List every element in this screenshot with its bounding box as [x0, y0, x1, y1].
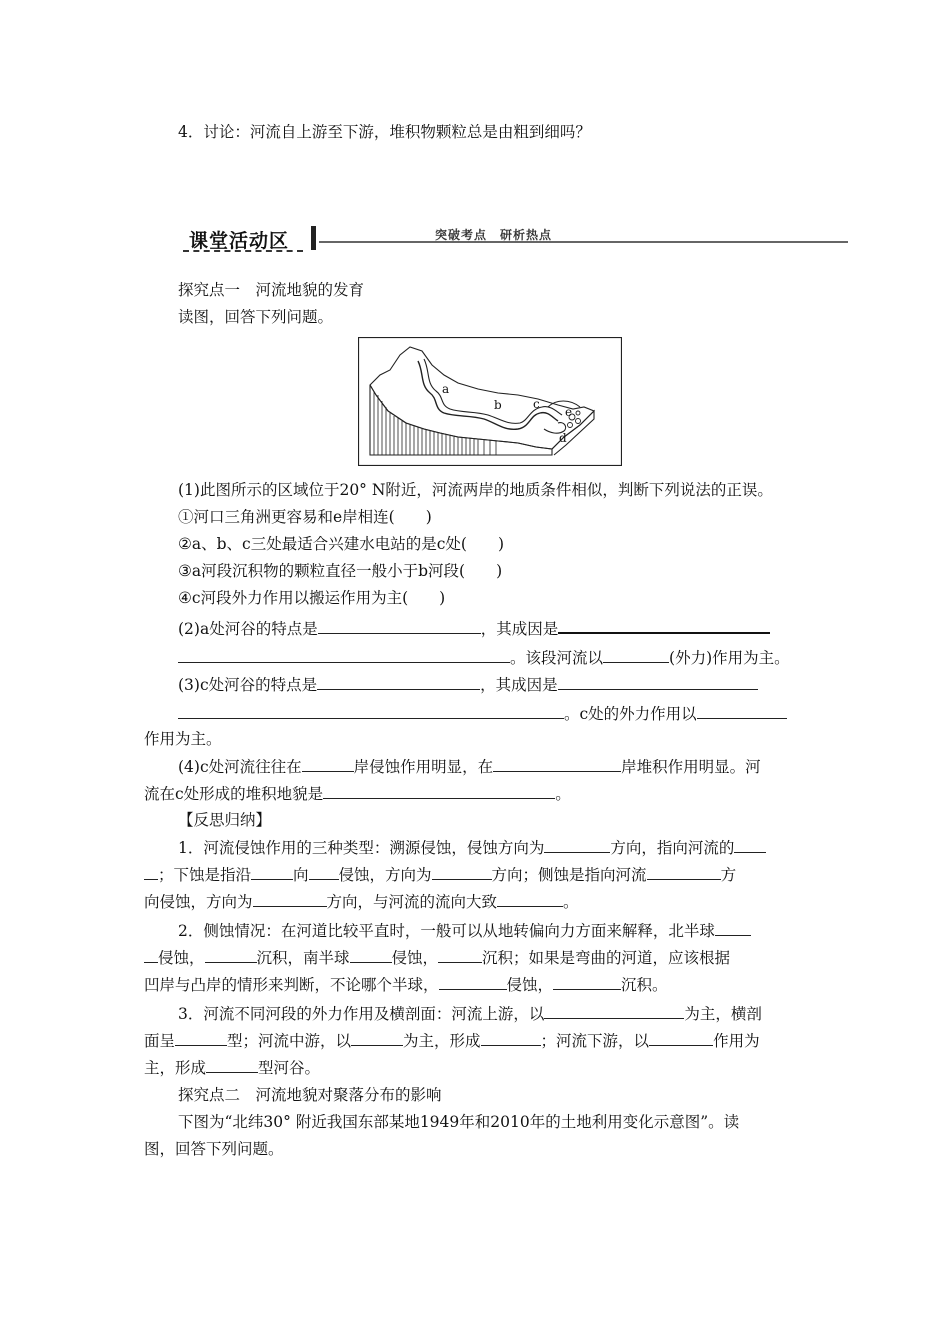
answer-blank[interactable] — [175, 1030, 227, 1046]
summary-item-1-line-2: ；下蚀是指沿 向 侵蚀，方向为 方向；侧蚀是指向河流 方 — [144, 864, 736, 885]
summary-item-2-line-3: 凹岸与凸岸的情形来判断，不论哪个半球， 侵蚀， 沉积。 — [144, 976, 668, 994]
answer-blank[interactable] — [144, 947, 158, 963]
answer-blank[interactable] — [544, 837, 610, 853]
answer-blank[interactable] — [302, 756, 354, 772]
figure-label-b: b — [494, 398, 502, 412]
answer-blank[interactable] — [649, 1030, 713, 1046]
summary-item-2-line-2: 侵蚀， 沉积，南半球 侵蚀， 沉积；如果是弯曲的河道，应该根据 — [144, 947, 730, 968]
figure-label-c: c — [533, 397, 540, 411]
figure-label-a: a — [442, 382, 450, 396]
answer-blank[interactable] — [178, 703, 564, 719]
answer-blank[interactable] — [251, 864, 293, 880]
summary-item-3-line-1: 3．河流不同河段的外力作用及横剖面：河流上游，以 为主，横剖 — [178, 1005, 762, 1023]
answer-blank[interactable] — [603, 647, 669, 663]
q2-line-1: (2)a处河谷的特点是 ，其成因是 — [178, 617, 770, 639]
answer-blank[interactable] — [481, 1030, 541, 1046]
banner-divider-bar — [311, 226, 316, 250]
answer-blank[interactable] — [697, 703, 787, 719]
answer-blank[interactable] — [544, 1003, 684, 1019]
q1-intro: (1)此图所示的区域位于20° N附近，河流两岸的地质条件相似，判断下列说法的正误。 — [178, 481, 773, 499]
q1-item-4: ④c河段外力作用以搬运作用为主( ) — [178, 589, 446, 607]
section1-instruction: 读图，回答下列问题。 — [178, 308, 334, 326]
q3-line-3: 作用为主。 — [144, 730, 222, 748]
answer-blank[interactable] — [438, 947, 482, 963]
river-landform-figure — [358, 337, 622, 466]
section1-heading: 探究点一 河流地貌的发育 — [178, 281, 365, 299]
answer-blank[interactable] — [715, 920, 751, 936]
q3-line-2: 。c处的外力作用以 — [178, 703, 787, 724]
answer-blank[interactable] — [205, 947, 257, 963]
summary-item-1-line-1: 1．河流侵蚀作用的三种类型：溯源侵蚀，侵蚀方向为 方向，指向河流的 — [178, 837, 766, 858]
section2-heading: 探究点二 河流地貌对聚落分布的影响 — [178, 1086, 442, 1104]
summary-item-2-line-1: 2．侧蚀情况：在河道比较平直时，一般可以从地转偏向力方面来解释，北半球 — [178, 920, 751, 941]
answer-blank[interactable] — [144, 864, 158, 880]
summary-heading: 【反思归纳】 — [178, 811, 272, 829]
banner-dash-line — [183, 250, 303, 252]
q4-line-1: (4)c处河流往往在 岸侵蚀作用明显，在 岸堆积作用明显。河 — [178, 758, 761, 776]
answer-blank[interactable] — [206, 1057, 258, 1073]
section2-line-1: 下图为“北纬30° 附近我国东部某地1949年和2010年的土地利用变化示意图”。读 — [178, 1113, 740, 1131]
answer-blank[interactable] — [558, 617, 770, 634]
answer-blank[interactable] — [178, 647, 510, 663]
answer-blank[interactable] — [432, 864, 492, 880]
answer-blank[interactable] — [493, 756, 621, 772]
banner-rule — [319, 241, 848, 243]
summary-item-3-line-3: 主，形成 型河谷。 — [144, 1059, 321, 1077]
q1-item-1: ①河口三角洲更容易和e岸相连( ) — [178, 508, 432, 526]
answer-blank[interactable] — [351, 1030, 403, 1046]
summary-item-1-line-3: 向侵蚀，方向为 方向，与河流的流向大致 。 — [144, 893, 579, 911]
figure-label-d: d — [559, 431, 567, 445]
q4-line-2: 流在c处形成的堆积地貌是 。 — [144, 785, 571, 803]
answer-blank[interactable] — [439, 974, 507, 990]
answer-blank[interactable] — [497, 891, 563, 907]
answer-blank[interactable] — [318, 618, 481, 634]
answer-blank[interactable] — [734, 837, 766, 853]
answer-blank[interactable] — [253, 891, 327, 907]
summary-item-3-line-2: 面呈 型；河流中游，以 为主，形成 ；河流下游，以 作用为 — [144, 1032, 760, 1050]
answer-blank[interactable] — [558, 674, 758, 690]
figure-label-e: e — [565, 405, 573, 419]
answer-blank[interactable] — [647, 864, 721, 880]
answer-blank[interactable] — [317, 674, 480, 690]
q2-line-2: 。该段河流以 (外力)作用为主。 — [178, 647, 790, 668]
banner-title: 课堂活动区 — [189, 230, 290, 252]
section2-line-2: 图，回答下列问题。 — [144, 1140, 284, 1158]
answer-blank[interactable] — [309, 864, 339, 880]
q1-item-2: ②a、b、c三处最适合兴建水电站的是c处( ) — [178, 535, 505, 553]
answer-blank[interactable] — [350, 947, 392, 963]
q1-item-3: ③a河段沉积物的颗粒直径一般小于b河段( ) — [178, 562, 503, 580]
q3-line-1: (3)c处河谷的特点是 ，其成因是 — [178, 674, 758, 695]
discussion-question: 4．讨论：河流自上游至下游，堆积物颗粒总是由粗到细吗？ — [178, 123, 591, 141]
section-banner — [183, 222, 848, 256]
banner-subtitle: 突破考点 研析热点 — [435, 228, 553, 242]
answer-blank[interactable] — [323, 783, 555, 799]
answer-blank[interactable] — [553, 974, 621, 990]
